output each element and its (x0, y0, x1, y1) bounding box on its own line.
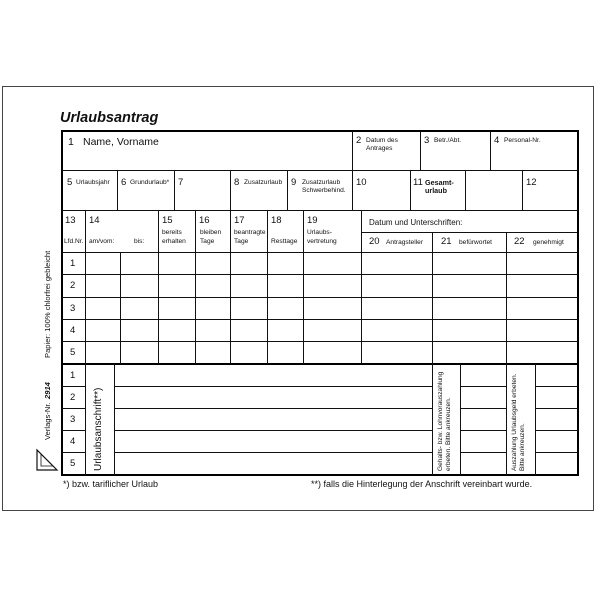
field-5-number: 5 (67, 177, 73, 188)
col-20-label: Antragsteller (386, 239, 424, 246)
field-12-input[interactable] (523, 190, 576, 209)
field-3-number: 3 (424, 135, 430, 146)
upper-row-number: 3 (70, 303, 76, 314)
col-18-number: 18 (271, 215, 282, 226)
col-22-label: genehmigt (533, 239, 564, 246)
field-10-input[interactable] (353, 190, 409, 209)
field-11-number: 11 (413, 177, 423, 188)
field-4-number: 4 (494, 135, 500, 146)
col-17-label-b: Tage (234, 238, 249, 245)
col-14-label-b: bis: (134, 238, 145, 245)
field-3-label: Betr./Abt. (434, 137, 462, 144)
name-field[interactable] (63, 150, 351, 169)
lohn-note-b: erbeten. Bitte ankreuzen. (445, 397, 452, 471)
field-2-label-a: Datum des (366, 137, 398, 144)
col-17-number: 17 (234, 215, 245, 226)
antrag-datum-field[interactable] (353, 154, 419, 169)
col-19-label-a: Urlaubs- (307, 229, 332, 236)
urlaubsgeld-note-a: Auszahlung Urlaubsgeld erbeten. (511, 373, 518, 471)
urlaubsjahr-field[interactable] (63, 190, 116, 209)
lower-row-number: 3 (70, 414, 76, 425)
signature-header: Datum und Unterschriften: (369, 218, 463, 227)
urlaubsgeld-note-b: Bitte ankreuzen. (519, 423, 526, 471)
grundurlaub-field[interactable] (118, 190, 173, 209)
col-16-number: 16 (199, 215, 210, 226)
field-6-number: 6 (121, 177, 127, 188)
col-20-number: 20 (369, 236, 380, 247)
verlag-number: 2914 (43, 382, 52, 399)
col-16-label-a: bleiben (200, 229, 222, 236)
form-title: Urlaubsantrag (60, 110, 159, 126)
field-9-label-b: Schwerbehind. (302, 187, 346, 194)
field-11-label-b: urlaub (425, 186, 447, 195)
lower-row-number: 4 (70, 436, 76, 447)
field-5-label: Urlaubsjahr (76, 179, 110, 186)
lohn-note-a: Gehalts- bzw. Lohnvorauszahlung (437, 371, 444, 471)
personal-nr-field[interactable] (491, 150, 576, 169)
field-9-label-a: Zusatzurlaub (302, 179, 341, 186)
col-14-number: 14 (89, 215, 100, 226)
field-7-input[interactable] (175, 190, 229, 209)
col-21-number: 21 (441, 236, 452, 247)
address-label: Urlaubsanschrift**) (93, 387, 104, 471)
field-10-number: 10 (356, 177, 367, 188)
zusatzurlaub-field[interactable] (231, 190, 286, 209)
verlag-label: Verlags-Nr. (43, 402, 52, 440)
col-21-label: befürwortet (459, 239, 492, 246)
col-15-label-a: bereits (162, 229, 182, 236)
lower-row-number: 5 (70, 458, 76, 469)
col-13-label: Lfd.Nr. (64, 238, 84, 245)
lower-row-number: 1 (70, 370, 76, 381)
field-2-number: 2 (356, 135, 362, 146)
col-16-label-b: Tage (200, 238, 215, 245)
footnote-left: *) bzw. tariflicher Urlaub (63, 479, 159, 489)
field-9-number: 9 (291, 177, 297, 188)
publisher-logo (34, 447, 60, 473)
zusatzurlaub-schwerbehind-field[interactable] (288, 196, 351, 209)
col-18-label: Resttage (271, 238, 298, 245)
col-19-number: 19 (307, 215, 318, 226)
lower-row-number: 2 (70, 392, 76, 403)
upper-row-number: 2 (70, 280, 76, 291)
paper-note: Papier: 100% chlorfrei gebleicht (43, 250, 52, 358)
gesamturlaub-field[interactable] (466, 172, 521, 209)
field-11-label-a: Gesamt- (425, 178, 454, 187)
upper-row-number: 1 (70, 258, 76, 269)
field-6-label: Grundurlaub* (130, 179, 170, 186)
field-8-number: 8 (234, 177, 240, 188)
upper-row-number: 5 (70, 347, 76, 358)
col-15-label-b: erhalten (162, 238, 186, 245)
field-1-label: Name, Vorname (83, 136, 159, 148)
field-4-label: Personal-Nr. (504, 137, 541, 144)
col-13-number: 13 (65, 215, 76, 226)
col-14-label-a: am/vom: (89, 238, 115, 245)
footnote-right: **) falls die Hinterlegung der Anschrift vereinbart wurde. (311, 479, 533, 489)
field-1-number: 1 (68, 136, 74, 148)
field-2-label-b: Antrages (366, 145, 393, 152)
col-17-label-a: beantragte (234, 229, 266, 236)
field-7-number: 7 (178, 177, 184, 188)
col-15-number: 15 (162, 215, 173, 226)
col-19-label-b: vertretung (307, 238, 337, 245)
upper-row-number: 4 (70, 325, 76, 336)
field-12-number: 12 (526, 177, 537, 188)
abteilung-field[interactable] (421, 150, 489, 169)
col-22-number: 22 (514, 236, 525, 247)
field-8-label: Zusatzurlaub (244, 179, 283, 186)
